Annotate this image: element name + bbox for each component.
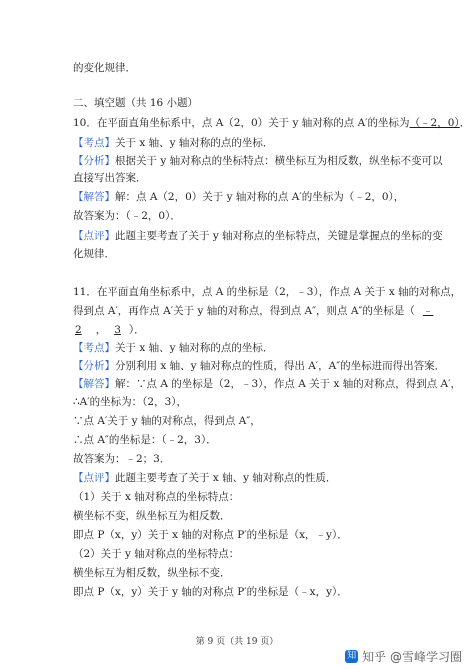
tag-dianping: 【点评】: [73, 472, 115, 484]
page-footer: 第 9 页（共 19 页）: [195, 637, 279, 647]
fenxi-line: 【分析】分别利用 x 轴、y 轴对称点的性质，得出 A′，A″的坐标进而得出答案．: [73, 360, 446, 372]
answer-blank: 3: [114, 324, 121, 336]
zhihu-logo-icon: 知: [347, 651, 357, 661]
tag-jieda: 【解答】: [73, 191, 115, 203]
dianping-line: 【点评】此题主要考查了关于 y 轴对称点的坐标特点，关键是掌握点的坐标的变: [73, 230, 443, 242]
tag-dianping: 【点评】: [73, 230, 115, 242]
text-line: ∴点 A″的坐标是：（﹣2，3）．: [73, 434, 217, 446]
text-line: ∴A′的坐标为：（2，3），: [73, 396, 188, 408]
tag-fenxi: 【分析】: [73, 155, 115, 167]
section-heading: 二、填空题（共 16 小题）: [73, 97, 199, 109]
text-line: （2）关于 y 轴对称点的坐标特点：: [73, 548, 240, 560]
text-line: 横坐标互为相反数，纵坐标不变．: [73, 567, 231, 579]
dianping-line: 【点评】此题主要考查了关于 x 轴、y 轴对称点的性质．: [73, 472, 337, 484]
text-line: 故答案为：﹣2；3．: [73, 453, 171, 465]
tag-kaodian: 【考点】: [73, 342, 115, 354]
fenxi-line: 【分析】根据关于 y 轴对称点的坐标特点：横坐标互为相反数，纵坐标不变可以: [73, 155, 443, 167]
jieda-line: 【解答】解：∵点 A 的坐标是（2，﹣3），作点 A 关于 x 轴的对称点，得到点 A′，: [73, 378, 462, 390]
jieda-line: 【解答】解：点 A（2，0）关于 y 轴对称的点 A′的坐标为（﹣2，0），: [73, 191, 405, 203]
watermark: [345, 648, 462, 665]
text-line: 故答案为：（﹣2，0）．: [73, 210, 181, 222]
text-line: 直接写出答案．: [73, 172, 147, 184]
text-line: 横坐标不变，纵坐标互为相反数．: [73, 510, 231, 522]
text-line: 即点 P（x，y）关于 y 轴的对称点 P′的坐标是（﹣x，y）．: [73, 586, 348, 598]
text-line: 即点 P（x，y）关于 x 轴的对称点 P′的坐标是（x，﹣y）．: [73, 529, 348, 541]
text-line: 化规律．: [73, 248, 115, 260]
question-11: 11．在平面直角坐标系中，点 A 的坐标是（2，﹣3），作点 A 关于 x 轴的对称点，: [73, 286, 462, 298]
watermark-text: 知乎 @雪峰学习圈: [362, 650, 462, 664]
tag-kaodian: 【考点】: [73, 137, 115, 149]
answer-blank: （﹣2，0）: [409, 117, 460, 129]
tag-fenxi: 【分析】: [73, 360, 115, 372]
answer-blank: ﹣: [422, 305, 434, 317]
text-line: （1）关于 x 轴对称点的坐标特点：: [73, 491, 240, 503]
question-11-cont: 2 ， 3 ）．: [75, 324, 145, 336]
question-10: 10．在平面直角坐标系中，点 A（2，0）关于 y 轴对称的点 A′的坐标为（﹣2，0）．: [73, 117, 471, 129]
answer-blank: 2: [75, 324, 82, 336]
text-line: ∵点 A′关于 y 轴的对称点，得到点 A″，: [73, 415, 261, 427]
text-line: 的变化规律．: [73, 62, 136, 74]
kaodian-line: 【考点】关于 x 轴、y 轴对称的点的坐标．: [73, 342, 274, 354]
kaodian-line: 【考点】关于 x 轴、y 轴对称的点的坐标．: [73, 137, 274, 149]
question-11-cont: 得到点 A′，再作点 A′关于 y 轴的对称点，得到点 A″，则点 A″的坐标是（ ﹣: [73, 305, 454, 318]
tag-jieda: 【解答】: [73, 378, 115, 390]
